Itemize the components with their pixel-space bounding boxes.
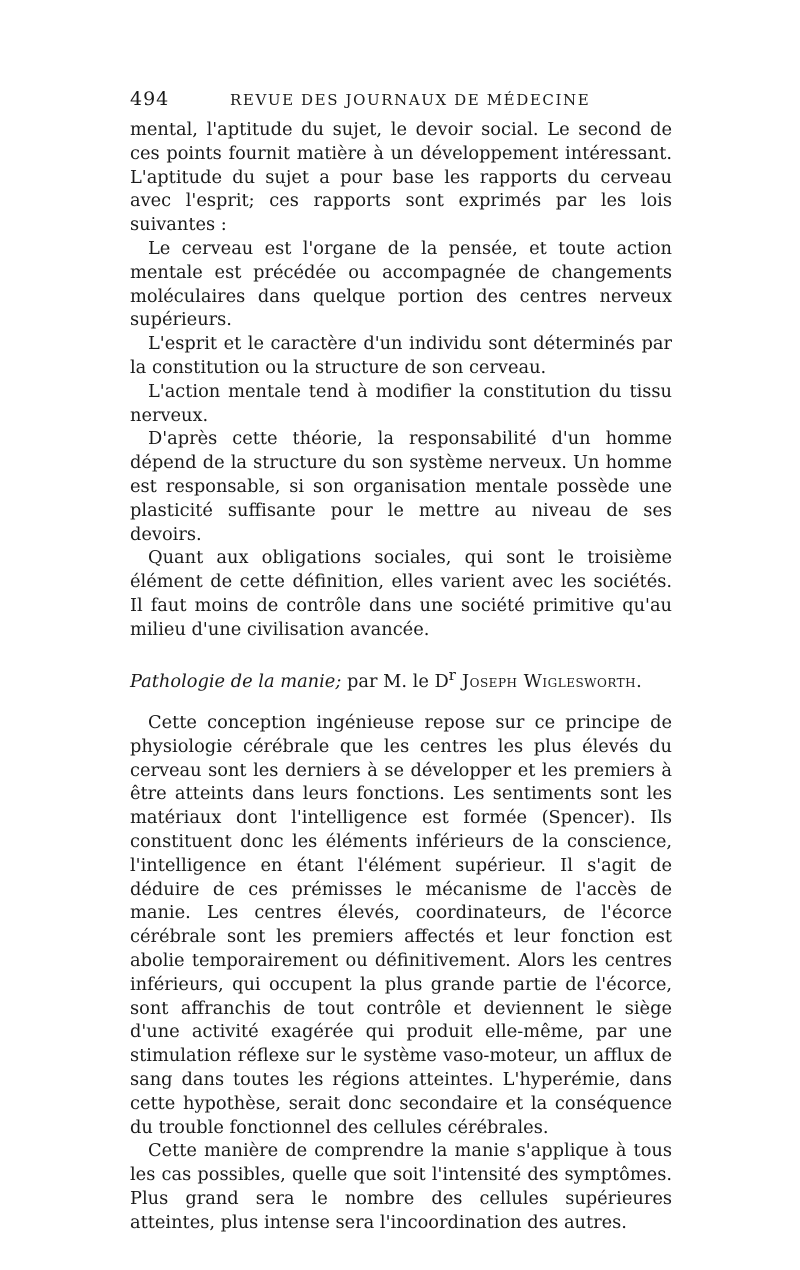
section-title-italic: Pathologie de la manie; — [130, 670, 342, 692]
paragraph-law-1: Le cerveau est l'organe de la pensée, et toute action mentale est précédée ou accompagnée de changements moléculaires dans quelque portion des centres nerveux supérieurs. — [130, 237, 672, 331]
section-author: Joseph Wiglesworth. — [455, 670, 643, 692]
paragraph-law-2: L'esprit et le caractère d'un individu sont déterminés par la constitution ou la structure de son cerveau. — [130, 333, 672, 378]
paragraph-mania-theory: Cette conception ingénieuse repose sur ce principe de physiologie cérébrale que les centres les plus élevés du cerveau sont les derniers à se développer et les premiers à être atteints dans leurs fonctions. Les sentiments sont les matériaux dont l'intelligence est formée (Spencer). Ils constituent donc les éléments inférieurs de la conscience, l'intelligence en étant l'élément supérieur. Il s'agit de déduire de ces prémisses le mécanisme de l'accès de manie. Les centres élevés, coordinateurs, de l'écorce cérébrale sont les premiers affectés et leur fonction est abolie temporairement ou définitivement. Alors les centres inférieurs, qui occupent la plus grande partie de l'écorce, sont affranchis de tout contrôle et deviennent le siège d'une activité exagérée qui produit elle-même, par une stimulation réflexe sur le système vaso-moteur, un afflux de sang dans toutes les régions atteintes. L'hyperémie, dans cette hypothèse, serait donc secondaire et la conséquence du trouble fonctionnel des cellules cérébrales. — [130, 712, 672, 1138]
section-title-by: par M. le D — [341, 670, 449, 692]
running-title: REVUE DES JOURNAUX DE MÉDECINE — [230, 91, 591, 109]
book-page — [130, 88, 672, 1235]
paragraph-continuation: mental, l'aptitude du sujet, le devoir social. Le second de ces points fournit matière à un développement intéressant. L'aptitude du sujet a pour base les rapports du cerveau avec l'esprit; ces rapports sont exprimés par les lois suivantes : — [130, 119, 672, 236]
page-header — [130, 88, 672, 118]
paragraph-law-3: L'action mentale tend à modifier la constitution du tissu nerveux. — [130, 380, 672, 426]
paragraph-social-obligations: Quant aux obligations sociales, qui sont le troisième élément de cette définition, elles varient avec les sociétés. Il faut moins de contrôle dans une société primitive qu'au milieu d'une civilisation avancée. — [130, 547, 672, 640]
section-title-sup: r — [448, 666, 456, 684]
paragraph-mania-conclusion: Cette manière de comprendre la manie s'applique à tous les cas possibles, quelle que soit l'intensité des symptômes. Plus grand sera le nombre des cellules supérieures atteintes, plus intense sera l'incoordination des autres. — [130, 1140, 672, 1233]
section-title — [130, 664, 672, 694]
paragraph-responsibility: D'après cette théorie, la responsabilité d'un homme dépend de la structure du son système nerveux. Un homme est responsable, si son organisation mentale possède une plasticité suffisante pour le mettre au niveau de ses devoirs. — [130, 428, 672, 545]
page-number: 494 — [130, 88, 170, 110]
